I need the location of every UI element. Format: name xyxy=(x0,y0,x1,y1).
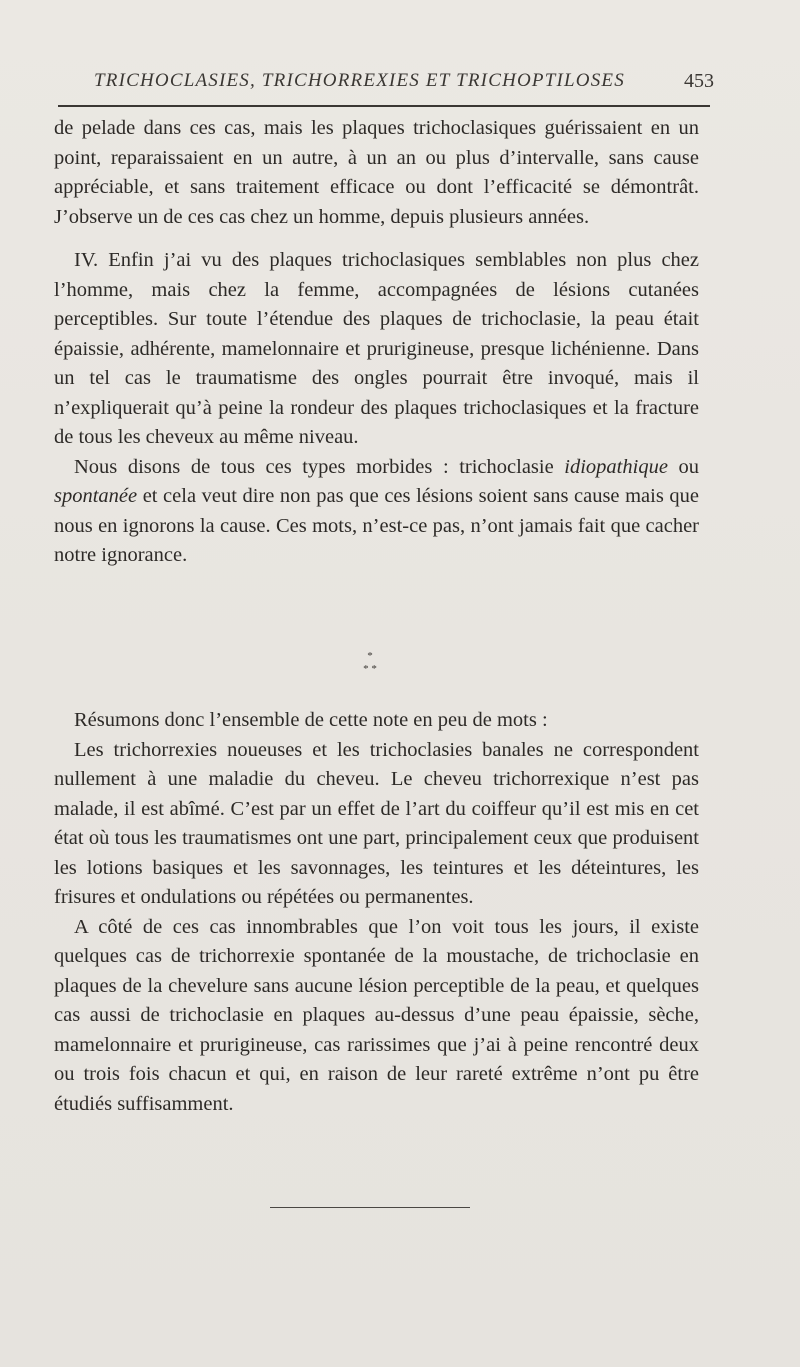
asterism-divider xyxy=(340,650,400,690)
asterism-top: * xyxy=(367,650,373,662)
paragraph-summary-intro: Résumons donc l’ensemble de cette note en peu de mots : xyxy=(74,709,548,731)
paragraph-text: et cela veut dire non pas que ces lésions soient sans cause mais que nous en ignorons la cause. Ces mots, n’est-ce pas, n’ont jamais fait que cacher notre ignorance. xyxy=(54,485,699,566)
paragraph-text: Nous disons de tous ces types morbides : trichoclasie xyxy=(74,455,565,478)
running-head: TRICHOCLASIES, TRICHORREXIES ET TRICHOPTILOSES xyxy=(94,70,625,91)
paragraph-text: ou xyxy=(667,455,699,478)
paragraph-summary-rare-cases: A côté de ces cas innombrables que l’on voit tous les jours, il existe quelques cas de trichorrexie spontanée de la moustache, de trichoclasie en plaques de la chevelure sans aucune lésion perceptible de la peau, et quelques cas aussi de trichoclasie en plaques au-dessus d’une peau épaissie, sèche, mamelonnaire et prurigineuse, cas rarissimes que j’ai à peine rencontré deux ou trois fois chacun et qui, en raison de leur rareté extrême n’ont pu être étudiés suffisamment. xyxy=(54,915,699,1115)
paragraph-section-iv: IV. Enfin j’ai vu des plaques trichoclasiques semblables non plus chez l’homme, mais chez la femme, accompagnées de lésions cutanées perceptibles. Sur toute l’étendue des plaques de trichoclasie, la peau était épaissie, adhérente, mamelonnaire et prurigineuse, presque lichénienne. Dans un tel cas le traumatisme des ongles pourrait être invoqué, mais il n’expliquerait qu’à peine la rondeur des plaques trichoclasiques et la fracture de tous les cheveux au même niveau. xyxy=(54,249,699,448)
summary-text xyxy=(54,706,699,1119)
paragraph-continuation: de pelade dans ces cas, mais les plaques trichoclasiques guérissaient en un point, reparaissaient en un autre, à un an ou plus d’intervalle, sans cause appréciable, et sans traitement efficace ou dont l’efficacité se démontrât. J’observe un de ces cas chez un homme, depuis plusieurs années. xyxy=(54,117,699,228)
italic-term-idiopathique: idiopathique xyxy=(564,455,668,478)
main-text xyxy=(54,114,699,571)
italic-term-spontanee: spontanée xyxy=(54,485,138,507)
header-rule xyxy=(58,105,710,107)
asterism-bottom: * * xyxy=(363,663,377,675)
paragraph-conclusion xyxy=(54,453,699,571)
end-rule xyxy=(270,1207,470,1208)
paragraph-summary-trichorrexies: Les trichorrexies noueuses et les trichoclasies banales ne correspondent nullement à une maladie du cheveu. Le cheveu trichorrexique n’est pas malade, il est abîmé. C’est par un effet de l’art du coiffeur qu’il est mis en cet état où tous les traumatismes ont une part, principalement ceux que produisent les lotions basiques et les savonnages, les teintures et les déteintures, les frisures et ondulations ou répétées ou permanentes. xyxy=(54,738,699,908)
page-number: 453 xyxy=(684,70,714,92)
page-header xyxy=(54,64,714,98)
